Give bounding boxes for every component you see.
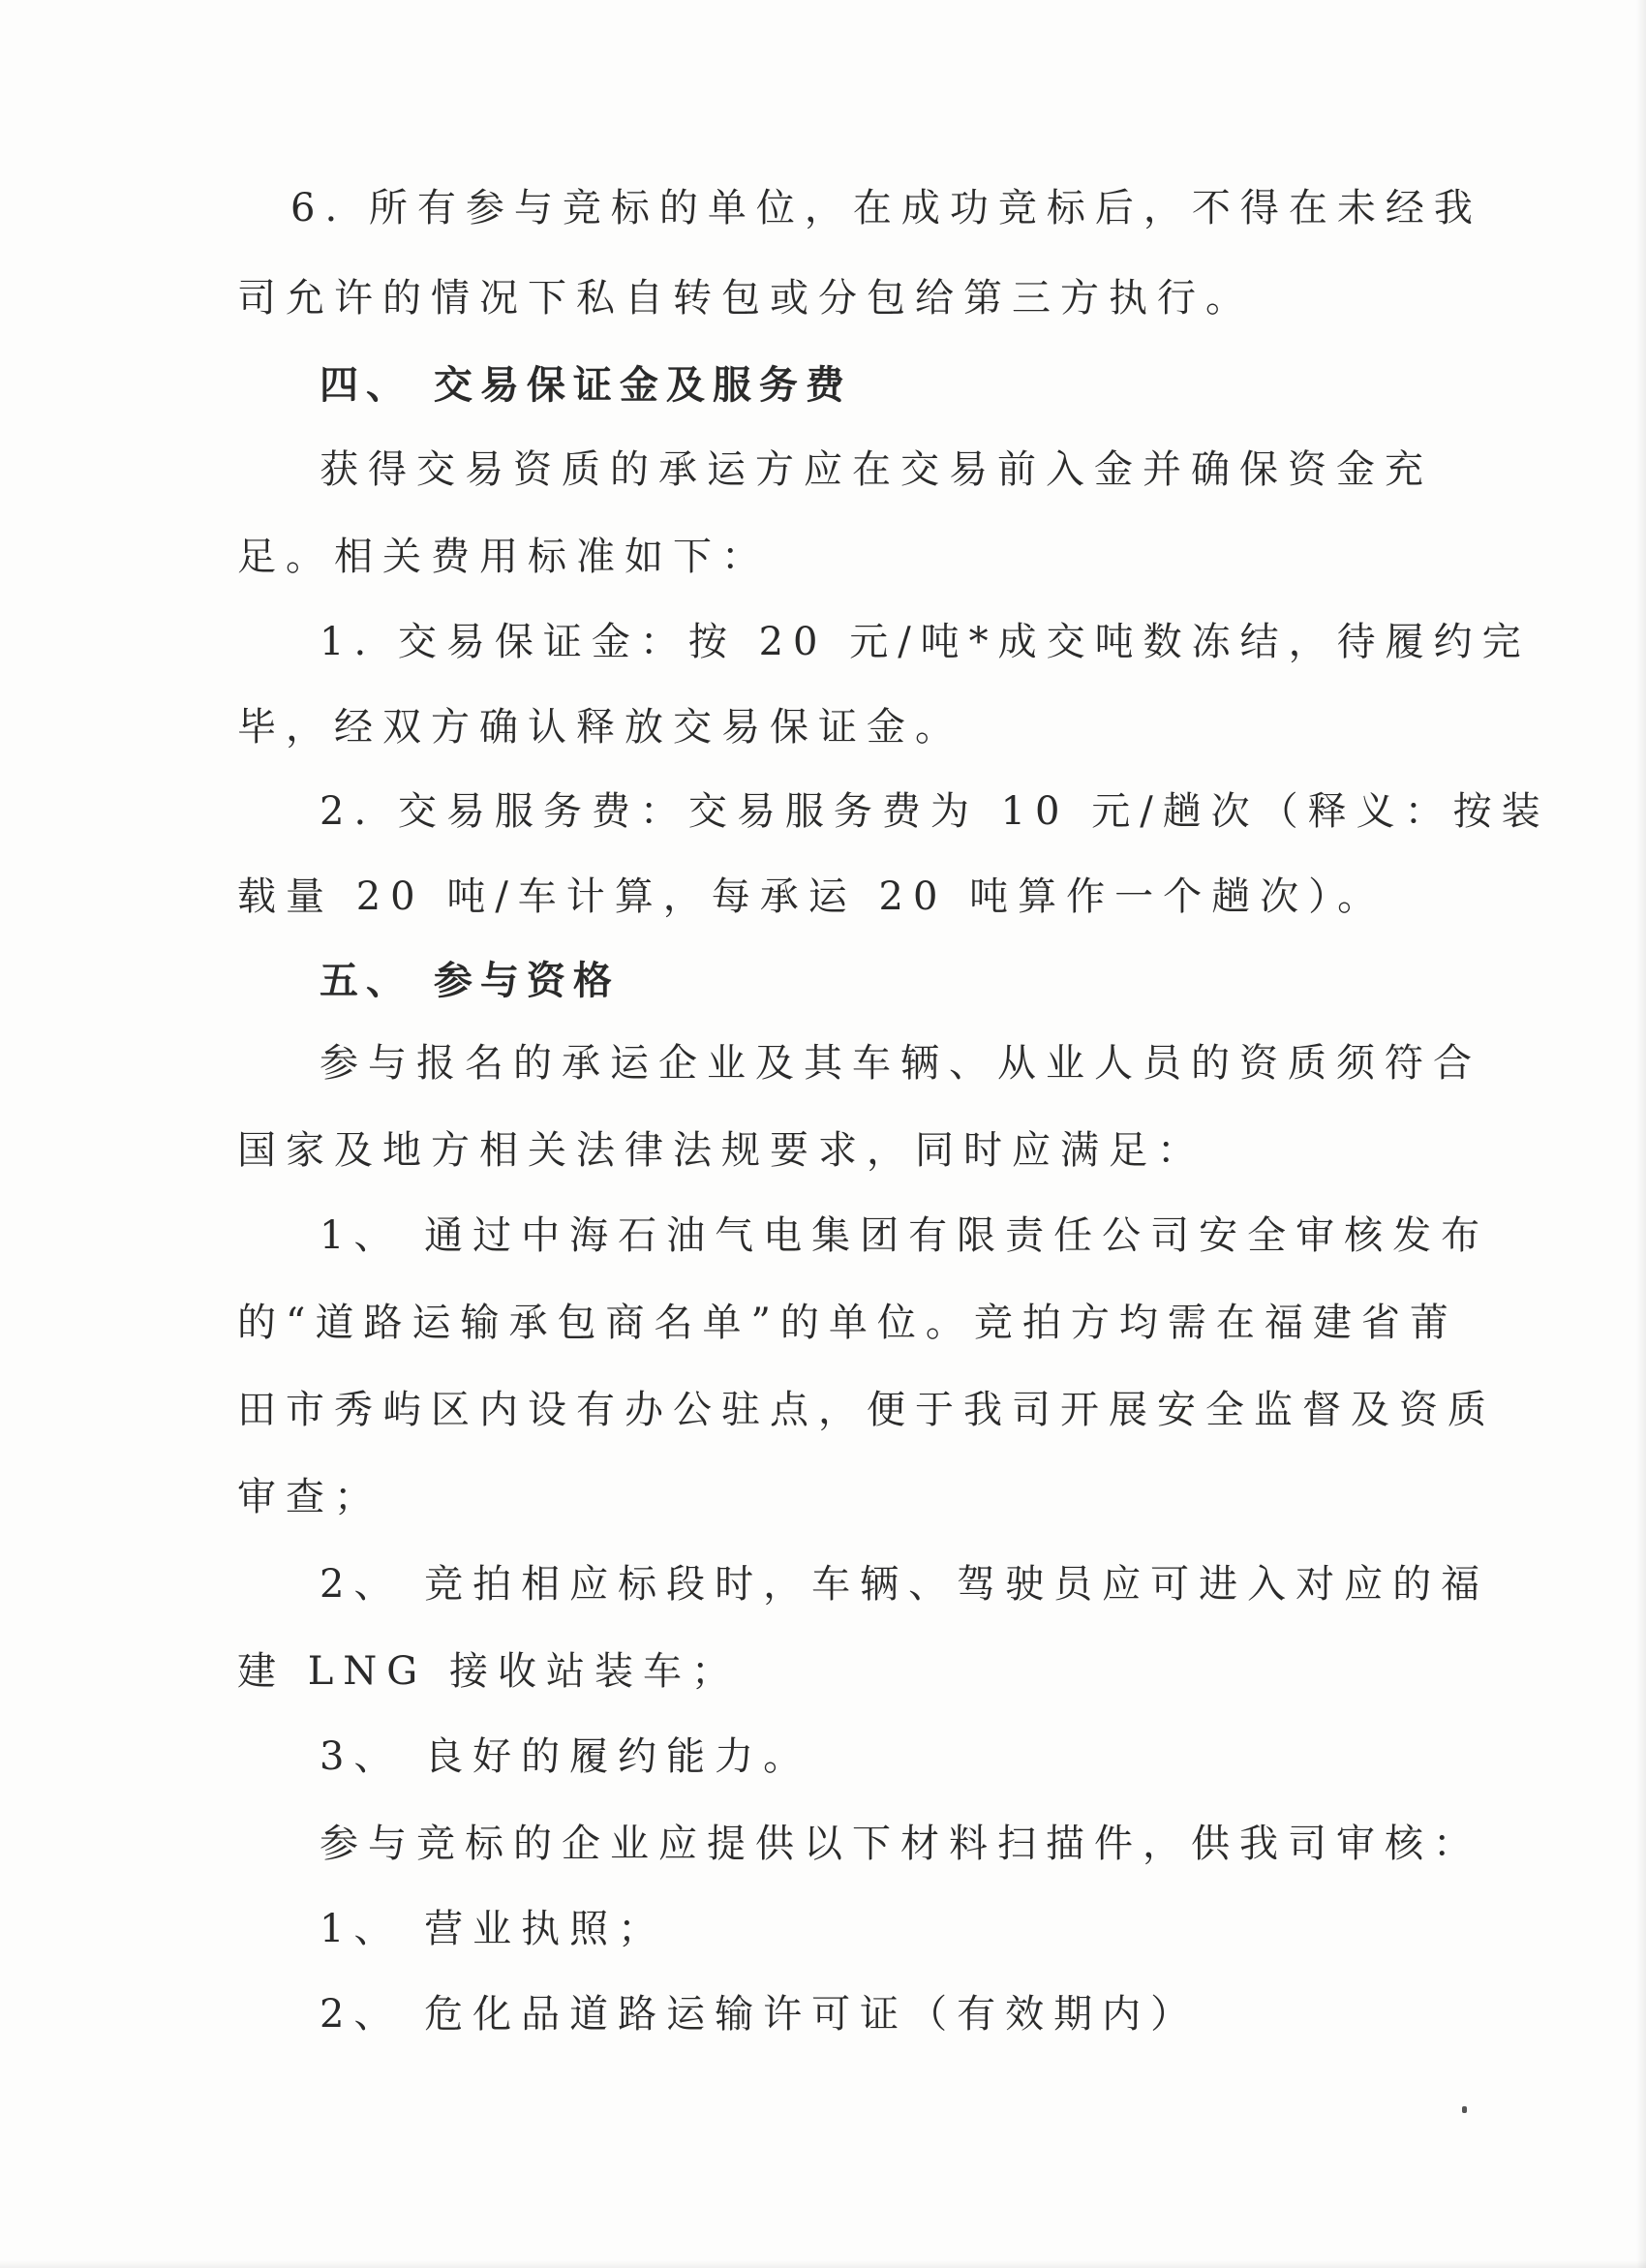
paragraph-6-line-1: 6. 所有参与竞标的单位，在成功竞标后，不得在未经我 <box>290 186 1482 230</box>
materials-intro: 参与竞标的企业应提供以下材料扫描件，供我司审核： <box>320 1822 1481 1866</box>
service-fee-line-1: 2. 交易服务费：交易服务费为 10 元/趟次（释义：按装 <box>320 789 1550 834</box>
deposit-line-1: 1. 交易保证金：按 20 元/吨*成交吨数冻结，待履约完 <box>320 620 1531 664</box>
scan-bottom-shadow <box>0 2260 1646 2268</box>
scan-speck <box>1462 2106 1467 2113</box>
requirement-3: 3、 良好的履约能力。 <box>320 1734 812 1779</box>
material-2: 2、 危化品道路运输许可证（有效期内） <box>320 1992 1200 2037</box>
section-4-intro-line-2: 足。相关费用标准如下： <box>237 535 770 579</box>
section-4-intro-line-1: 获得交易资质的承运方应在交易前入金并确保资金充 <box>320 447 1433 492</box>
requirement-1-line-4: 审查； <box>237 1475 382 1519</box>
section-5-heading: 五、 参与资格 <box>320 959 620 1003</box>
section-5-intro-line-2: 国家及地方相关法律法规要求，同时应满足： <box>237 1128 1205 1173</box>
deposit-line-2: 毕，经双方确认释放交易保证金。 <box>237 705 963 750</box>
section-5-intro-line-1: 参与报名的承运企业及其车辆、从业人员的资质须符合 <box>320 1041 1481 1086</box>
requirement-1-line-1: 1、 通过中海石油气电集团有限责任公司安全审核发布 <box>320 1213 1490 1258</box>
requirement-1-line-2: 的“道路运输承包商名单”的单位。竞拍方均需在福建省莆 <box>237 1301 1458 1345</box>
scan-edge-shadow <box>1636 0 1646 2268</box>
section-4-heading: 四、 交易保证金及服务费 <box>320 363 852 408</box>
requirement-1-line-3: 田市秀屿区内设有办公驻点，便于我司开展安全监督及资质 <box>237 1388 1496 1432</box>
material-1: 1、 营业执照； <box>320 1907 667 1951</box>
requirement-2-line-1: 2、 竞拍相应标段时，车辆、驾驶员应可进入对应的福 <box>320 1562 1490 1607</box>
service-fee-line-2: 载量 20 吨/车计算，每承运 20 吨算作一个趟次）。 <box>237 874 1387 919</box>
requirement-2-line-2: 建 LNG 接收站装车； <box>237 1649 740 1694</box>
paragraph-6-line-2: 司允许的情况下私自转包或分包给第三方执行。 <box>237 276 1254 321</box>
